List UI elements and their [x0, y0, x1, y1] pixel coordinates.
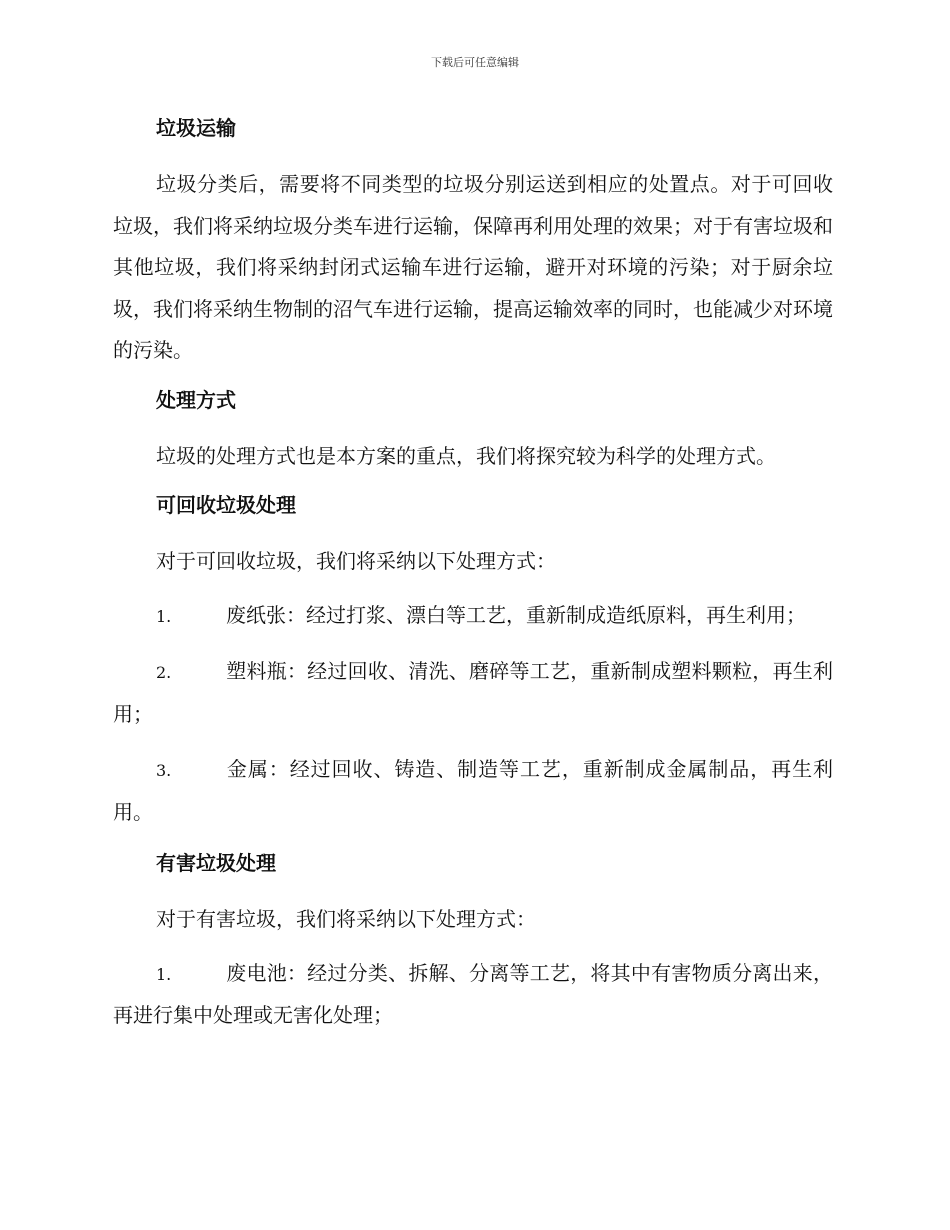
list-number: 3.	[156, 761, 172, 780]
paragraph-hazardous-intro: 对于有害垃圾，我们将采纳以下处理方式：	[156, 907, 536, 931]
page-header: 下载后可任意编辑	[431, 56, 519, 69]
list-item-text: 塑料瓶：经过回收、清洗、磨碎等工艺，重新制成塑料颗粒，再生利用；	[113, 659, 833, 726]
list-item	[113, 595, 833, 638]
list-item-text: 废电池：经过分类、拆解、分离等工艺，将其中有害物质分离出来，再进行集中处理或无害化处理；	[113, 960, 833, 1027]
list-item-text: 废纸张：经过打浆、漂白等工艺，重新制成造纸原料，再生利用；	[226, 602, 806, 627]
list-item	[113, 749, 833, 833]
paragraph-recyclable-intro: 对于可回收垃圾，我们将采纳以下处理方式：	[156, 549, 556, 573]
paragraph-method: 垃圾的处理方式也是本方案的重点，我们将探究较为科学的处理方式。	[156, 443, 776, 468]
list-number: 1.	[156, 964, 172, 984]
section-heading-recyclable: 可回收垃圾处理	[156, 493, 296, 517]
section-heading-method: 处理方式	[156, 387, 236, 412]
section-heading-hazardous: 有害垃圾处理	[156, 851, 276, 875]
list-number: 2.	[156, 663, 172, 682]
list-item	[113, 953, 833, 1037]
paragraph-transport: 垃圾分类后，需要将不同类型的垃圾分别运送到相应的处置点。对于可回收垃圾，我们将采纳垃圾分类车进行运输，保障再利用处理的效果；对于有害垃圾和其他垃圾，我们将采纳封闭式运输车进行运输，避开对环境的污染；对于厨余垃圾，我们将采纳生物制的沼气车进行运输，提高运输效率的同时，也能减少对环境的污染。	[113, 172, 833, 362]
list-number: 1.	[156, 606, 172, 626]
section-heading-transport: 垃圾运输	[156, 116, 236, 140]
list-item	[113, 651, 833, 735]
list-item-text: 金属：经过回收、铸造、制造等工艺，重新制成金属制品，再生利用。	[113, 757, 833, 824]
document-body	[113, 112, 833, 1051]
